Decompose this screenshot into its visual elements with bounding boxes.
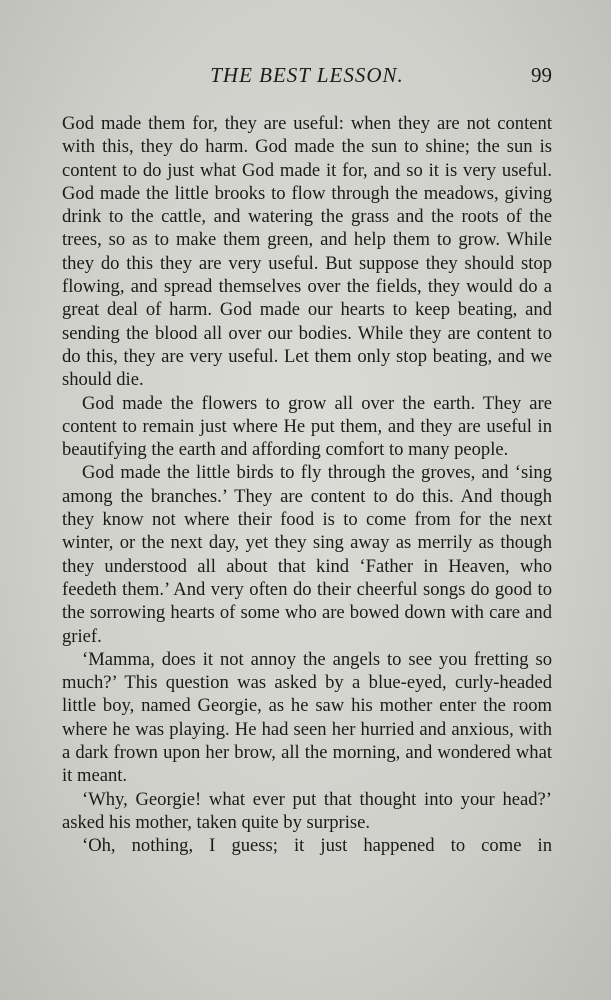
page-number: 99 (531, 63, 552, 87)
paragraph: ‘Oh, nothing, I guess; it just happened to come in (82, 835, 552, 857)
paragraph: ‘Why, Georgie! what ever put that thought into your head?’ asked his mother, taken quite by surprise. (62, 788, 552, 833)
page-body (62, 112, 552, 858)
paragraph: God made the flowers to grow all over the earth. They are content to remain just where He put them, and they are useful in beautifying the earth and affording comfort to many people. (62, 392, 552, 461)
paragraph: God made the little birds to fly through the groves, and ‘sing among the branches.’ They are content to do this. And though they know not where their food is to come from for the next winter, or the next day, yet they sing away as merrily as though they understood all about that kind ‘Father in Heaven, who feedeth them.’ And very often do their cheerful songs do good to the sorrowing hearts of some who are bowed down with care and grief. (62, 462, 552, 647)
paragraph: God made them for, they are useful: when they are not content with this, they do harm. God made the sun to shine; the sun is content to do just what God made it for, and so it is very useful. God made the little brooks to flow through the meadows, giving drink to the cattle, and watering the grass and the roots of the trees, so as to make them green, and help them to grow. While they do this they are very useful. But suppose they should stop flowing, and spread themselves over the fields, they would do a great deal of harm. God made our hearts to keep beating, and sending the blood all over our bodies. While they are content to do this, they are very useful. Let them only stop beating, and we should die. (62, 113, 552, 391)
running-title: THE BEST LESSON. (210, 63, 404, 87)
paragraph: ‘Mamma, does it not annoy the angels to see you fretting so much?’ This question was asked by a blue-eyed, curly-headed little boy, named Georgie, as he saw his mother enter the room where he was playing. He had seen her hurried and anxious, with a dark frown upon her brow, all the morning, and wondered what it meant. (62, 648, 552, 787)
page-header (62, 63, 552, 93)
